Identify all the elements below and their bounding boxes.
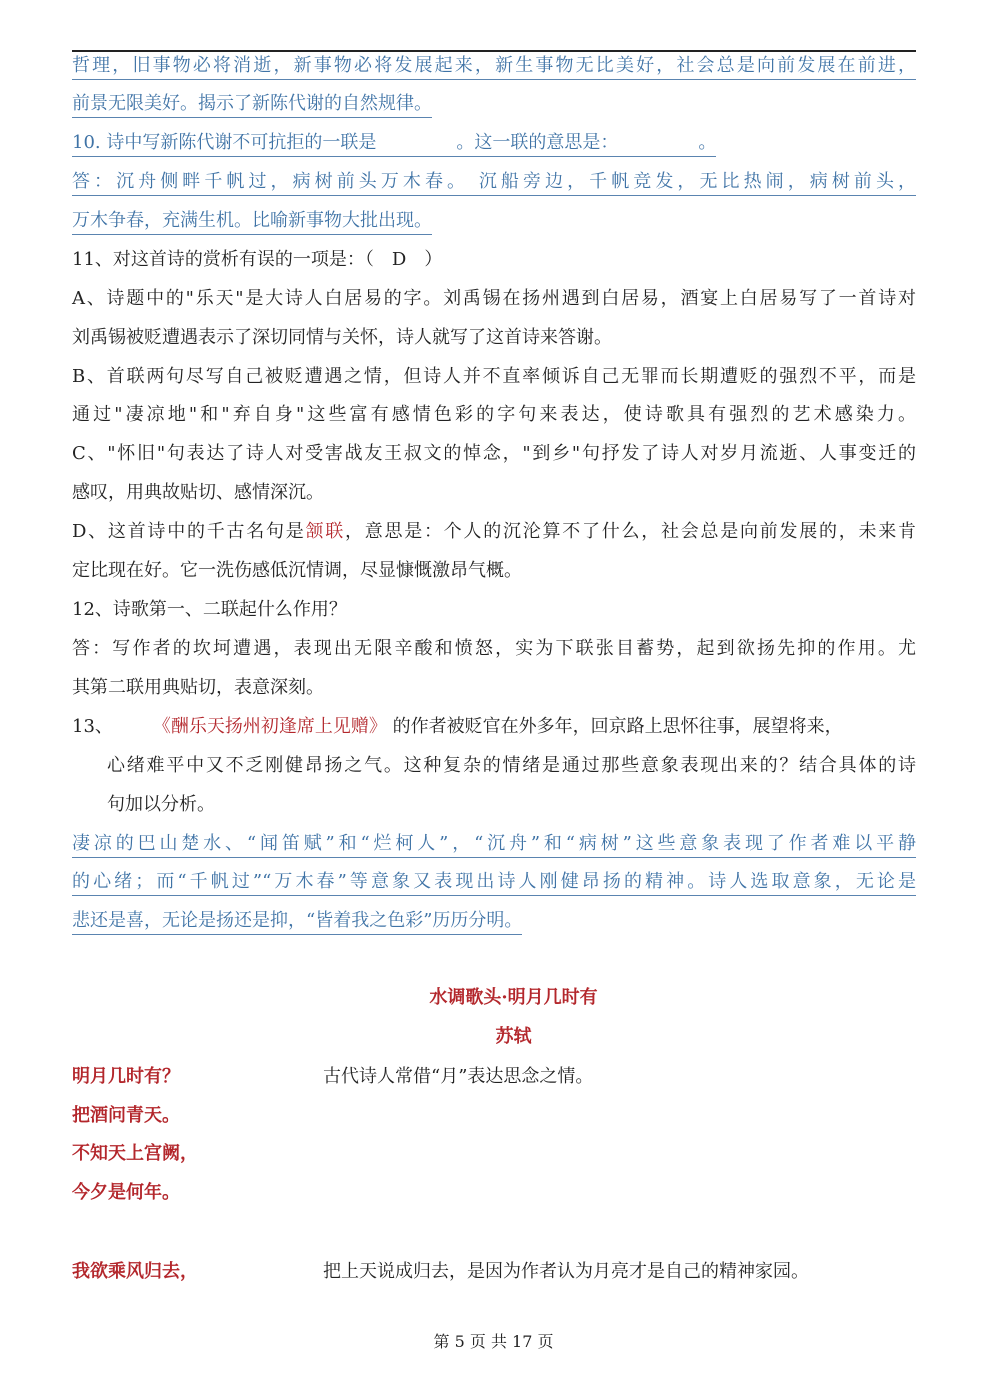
- poem-title-ref: 《酬乐天扬州初逢席上见赠》: [152, 716, 387, 737]
- answer-line: 前景无限美好。揭示了新陈代谢的自然规律。: [72, 91, 432, 118]
- a10-text: 答：沉舟侧畔千帆过，病树前头万木春。: [72, 171, 470, 192]
- answer-10-line2: 万木争春，充满生机。比喻新事物大批出现。: [72, 208, 432, 235]
- q10-text: 。这一联的意思是：: [456, 132, 619, 153]
- option-d: [72, 519, 916, 545]
- poem-title: 水调歌头·明月几时有: [429, 987, 598, 1008]
- q13-number: 13、: [72, 716, 113, 737]
- question-11: 11、对这首诗的赏析有误的一项是：（ D ）: [72, 249, 443, 270]
- poem-line: 把酒问青天。: [72, 1105, 180, 1126]
- option-c: C、"怀旧"句表达了诗人对受害战友王叔文的悼念，"到乡"句抒发了诗人对岁月流逝、人事变迁的: [72, 443, 916, 464]
- option-d-text: ，意思是：个人的沉沦算不了什么，社会总是向前发展的，未来肯: [344, 521, 917, 542]
- poem-line: 明月几时有？: [72, 1066, 180, 1087]
- poem-line: 我欲乘风归去，: [72, 1261, 198, 1282]
- answer-12: 答：写作者的坎坷遭遇，表现出无限辛酸和愤怒，实为下联张目蓄势，起到欲扬先抑的作用。尤: [72, 638, 916, 659]
- option-d-text: D、这首诗中的千古名句是: [72, 521, 306, 542]
- answer-12-cont: 其第二联用典贴切，表意深刻。: [72, 677, 324, 698]
- page-footer: 第 5 页 共 17 页: [433, 1332, 554, 1351]
- poem-author: 苏轼: [495, 1026, 532, 1047]
- question-13: [72, 714, 916, 740]
- q13-text: 的作者被贬官在外多年，回京路上思怀往事，展望将来，: [392, 716, 843, 737]
- highlight-term: 颔联: [305, 521, 345, 542]
- poem-line: 今夕是何年。: [72, 1182, 180, 1203]
- option-a-cont: 刘禹锡被贬遭遇表示了深切同情与关怀，诗人就写了这首诗来答谢。: [72, 327, 612, 348]
- poem-line: 不知天上宫阙，: [72, 1143, 198, 1164]
- poem-note: 把上天说成归去，是因为作者认为月亮才是自己的精神家园。: [323, 1261, 809, 1282]
- option-b-cont: 通过"凄凉地"和"弃自身"这些富有感情色彩的字句来表达，使诗歌具有强烈的艺术感染力。: [72, 404, 916, 425]
- answer-line: 哲理，旧事物必将消逝，新事物必将发展起来，新生事物无比美好，社会总是向前发展在前进，: [72, 53, 916, 80]
- q10-text: 。: [698, 132, 717, 153]
- a10-text: 沉船旁边，千帆竞发，无比热闹，病树前头，: [478, 171, 917, 192]
- answer-13: 凄凉的巴山楚水、“闻笛赋”和“烂柯人”，“沉舟”和“病树”这些意象表现了作者难以平静: [72, 831, 916, 858]
- option-c-cont: 感叹，用典故贴切、感情深沉。: [72, 482, 324, 503]
- question-10: [72, 130, 716, 157]
- top-rule: [72, 50, 916, 52]
- question-13-cont: 句加以分析。: [107, 794, 215, 815]
- option-b: B、首联两句尽写自己被贬遭遇之情，但诗人并不直率倾诉自己无罪而长期遭贬的强烈不平，而是: [72, 366, 916, 387]
- answer-13: 悲还是喜，无论是扬还是抑，“皆着我之色彩”历历分明。: [72, 908, 522, 935]
- answer-10: [72, 169, 916, 196]
- q10-text: 10. 诗中写新陈代谢不可抗拒的一联是: [72, 132, 377, 153]
- option-d-cont: 定比现在好。它一洗伤感低沉情调，尽显慷慨激昂气概。: [72, 560, 522, 581]
- option-a: A、诗题中的"乐天"是大诗人白居易的字。刘禹锡在扬州遇到白居易，酒宴上白居易写了一首诗对: [72, 288, 916, 309]
- answer-13: 的心绪；而“千帆过”“万木春”等意象又表现出诗人刚健昂扬的精神。诗人选取意象，无论是: [72, 869, 916, 896]
- question-13-cont: 心绪难平中又不乏刚健昂扬之气。这种复杂的情绪是通过那些意象表现出来的？结合具体的诗: [107, 755, 916, 776]
- question-12: 12、诗歌第一、二联起什么作用？: [72, 599, 347, 620]
- poem-note: 古代诗人常借“月”表达思念之情。: [323, 1066, 594, 1087]
